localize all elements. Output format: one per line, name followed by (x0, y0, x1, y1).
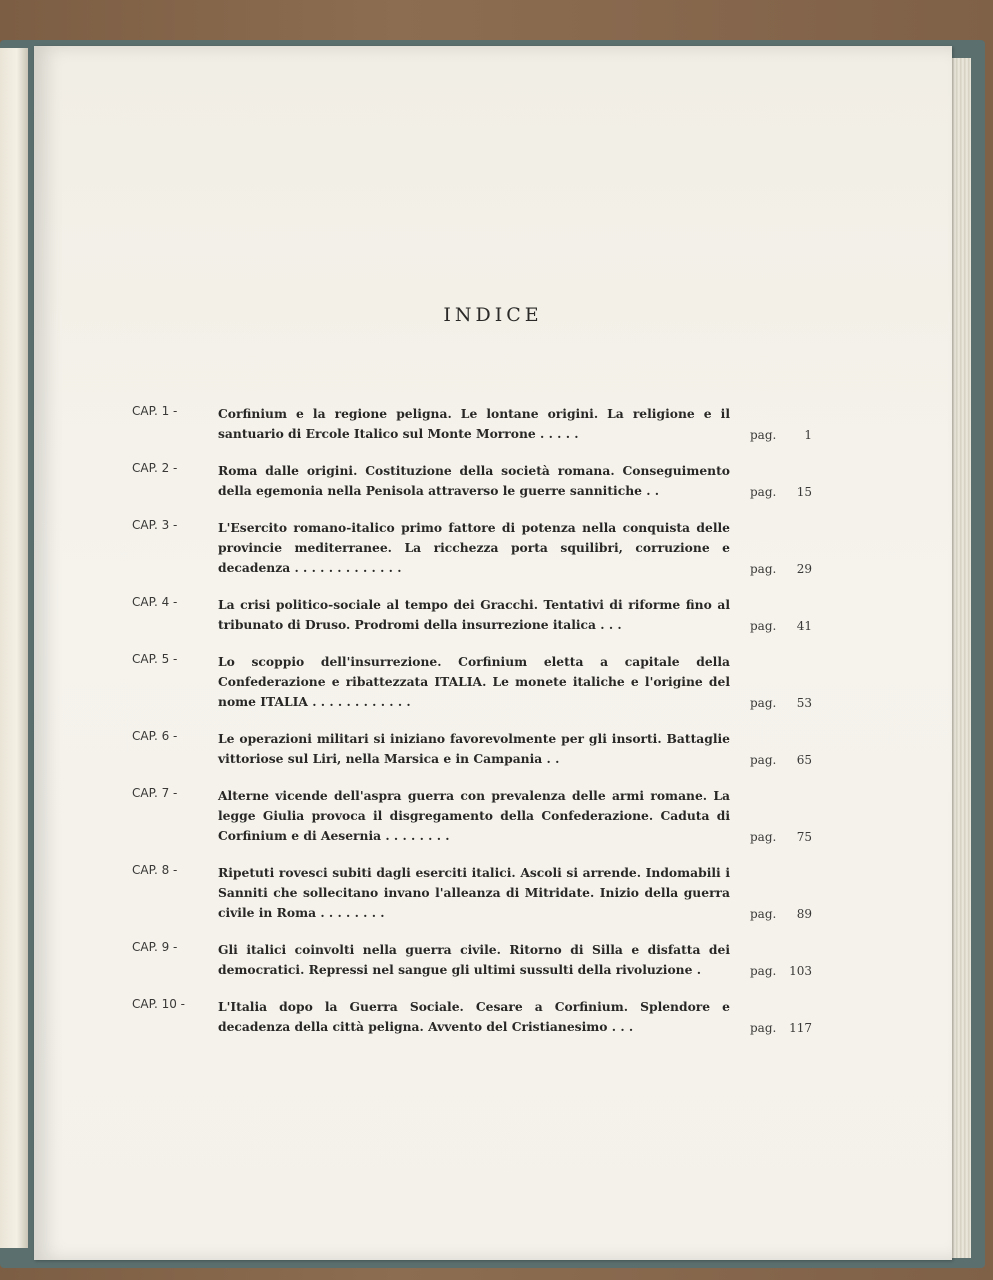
page-number: 117 (789, 1021, 812, 1035)
chapter-title: L'Italia dopo la Guerra Sociale. Cesare a Corfinium. Splendore e decadenza della città peligna. Avvento del Cristianesimo . . . (218, 999, 730, 1034)
page-number: 53 (796, 696, 812, 710)
page-number: 29 (796, 562, 812, 576)
page-label: pag. (750, 428, 777, 442)
page-label: pag. (750, 830, 777, 844)
toc-entry (132, 863, 822, 923)
chapter-label: CAP. 5 - (132, 652, 178, 666)
toc-entry (132, 940, 822, 980)
chapter-title: Lo scoppio dell'insurrezione. Corfinium eletta a capitale della Confederazione e ribattezzata ITALIA. Le monete italiche e l'origine del nome ITALIA . . . . . . . . . . . . (218, 654, 730, 709)
chapter-title: Le operazioni militari si iniziano favorevolmente per gli insorti. Battaglie vittoriose sul Liri, nella Marsica e in Campania . . (218, 731, 730, 766)
chapter-title: Alterne vicende dell'aspra guerra con prevalenza delle armi romane. La legge Giulia provoca il disgregamento della Confederazione. Caduta di Corfinium e di Aesernia . . . . . . . . (218, 788, 730, 843)
page-label: pag. (750, 1021, 777, 1035)
chapter-title: Gli italici coinvolti nella guerra civile. Ritorno di Silla e disfatta dei democratici. Repressi nel sangue gli ultimi sussulti della rivoluzione . (218, 942, 730, 977)
chapter-label: CAP. 2 - (132, 461, 178, 475)
chapter-label: CAP. 6 - (132, 729, 178, 743)
toc-entry (132, 997, 822, 1037)
toc-entry (132, 595, 822, 635)
page-number: 65 (796, 753, 812, 767)
chapter-label: CAP. 4 - (132, 595, 178, 609)
book-page (34, 46, 952, 1260)
toc-entry (132, 404, 822, 444)
toc-entry (132, 786, 822, 846)
chapter-label: CAP. 8 - (132, 863, 178, 877)
toc-entry (132, 518, 822, 578)
chapter-label: CAP. 9 - (132, 940, 178, 954)
page-label: pag. (750, 562, 777, 576)
page-number: 75 (796, 830, 812, 844)
page-number: 103 (789, 964, 812, 978)
chapter-title: Ripetuti rovesci subiti dagli eserciti italici. Ascoli si arrende. Indomabili i Sanniti che sollecitano invano l'alleanza di Mitridate. Inizio della guerra civile in Roma . . . . . . . . (218, 865, 730, 920)
toc-entry (132, 652, 822, 712)
chapter-title: L'Esercito romano-italico primo fattore di potenza nella conquista delle provincie mediterranee. La ricchezza porta squilibri, corruzione e decadenza . . . . . . . . . . . . . (218, 520, 730, 575)
chapter-label: CAP. 3 - (132, 518, 178, 532)
toc-entry (132, 461, 822, 501)
page-label: pag. (750, 696, 777, 710)
chapter-title: Roma dalle origini. Costituzione della società romana. Conseguimento della egemonia nella Penisola attraverso le guerre sannitiche . . (218, 463, 730, 498)
page-label: pag. (750, 964, 777, 978)
chapter-title: La crisi politico-sociale al tempo dei Gracchi. Tentativi di riforme fino al tribunato di Druso. Prodromi della insurrezione italica . . . (218, 597, 730, 632)
page-number: 1 (804, 428, 812, 442)
chapter-label: CAP. 10 - (132, 997, 185, 1011)
chapter-label: CAP. 7 - (132, 786, 178, 800)
page-label: pag. (750, 753, 777, 767)
left-page-edge (0, 48, 28, 1248)
page-label: pag. (750, 485, 777, 499)
page-number: 41 (796, 619, 812, 633)
page-number: 15 (796, 485, 812, 499)
page-title: INDICE (443, 304, 543, 326)
page-label: pag. (750, 619, 777, 633)
chapter-label: CAP. 1 - (132, 404, 178, 418)
chapter-title: Corfinium e la regione peligna. Le lontane origini. La religione e il santuario di Ercole Italico sul Monte Morrone . . . . . (218, 406, 730, 441)
page-label: pag. (750, 907, 777, 921)
toc-entry (132, 729, 822, 769)
table-of-contents (132, 404, 822, 1054)
page-number: 89 (796, 907, 812, 921)
